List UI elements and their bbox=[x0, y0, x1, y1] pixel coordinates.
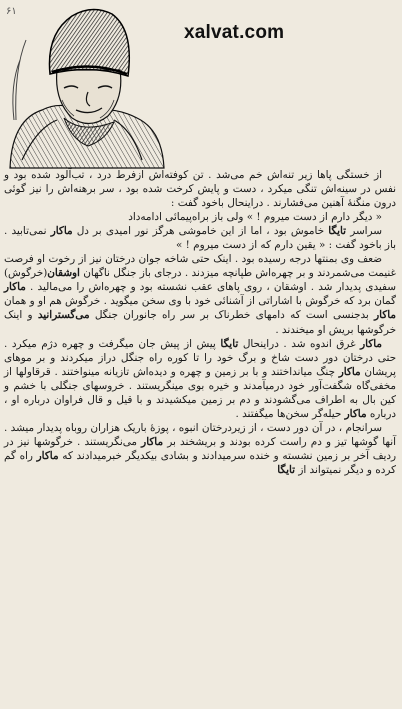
paragraph-4: ضعف وی بمنتها درجه رسیده بود . اینک حتی شاخه جوان درختان نیز از رخوت او فرصت غنیمت می‌شمردند و بر چهره‌اش طپانچه میزدند . درجای باز جنگل ناگهان اوشقان(خرگوش) سفیدی پدیدار شد . اوشقان ، روی پاهای عقب نشسته بود و چهره‌اش را می‌مالید . ماکار گمان برد که خرگوش با اشاراتی از آشنائی خود با وی سخن میگوید . خرگوش هم او و همان ماکار بدجنسی است که دامهای خطرناک بر سر راه جانوران جنگل می‌گسترانید و اینک خرگوشها بریش او میخندند . bbox=[4, 253, 396, 336]
watermark: xalvat.com bbox=[184, 22, 285, 43]
paragraph-6: سرانجام ، در آن دور دست ، از زیردرختان انبوه ، پوزهٔ باریک هزاران روباه پدیدار میشد . آنها گوشها تیز و دم راست کرده بودند و بریشخند بر ماکار می‌نگریستند . خرگوشها نیز در ردیف آخر بر زمین نشسته و خنده سرمیدادند و بشادی بیکدیگر خبرمیدادند که ماکار راه گم کرده و دیگر نمیتواند از تایگا bbox=[4, 421, 396, 476]
page-number: ۶۱ bbox=[6, 6, 17, 17]
portrait-illustration bbox=[2, 0, 167, 170]
paragraph-3: سراسر تایگا خاموش بود ، اما از این خاموشی هرگز نور امیدی بر دل ماکار نمی‌تابید . باز باخود گفت : « یقین دارم که از دست میروم ! » bbox=[4, 225, 396, 252]
paragraph-1: از خستگی پاها زیر تنه‌اش خم می‌شد . تن کوفته‌اش ازفرط درد ، تب‌آلود شده بود و نفس در سینه‌اش تنگی میکرد ، دست و پایش کرخت شده بود ، سر برهنه‌اش را نیز گوئی درون منگنهٔ آهنین می‌فشارند . دراینحال باخود گفت : bbox=[4, 169, 396, 210]
paragraph-5: ماکار غرق اندوه شد . دراینحال تایگا پیش از پیش جان میگرفت و چهره دژم میکرد . حتی درختان دور دست شاخ و برگ خود را تا کوره راه جنگل دراز میکردند و بر موهای پریشان ماکار چنگ میانداختند و با بر زمین و چهره و دیده‌اش تازیانه مینواختند . قرقاولها از مخفی‌گاه شگفت‌آور خود درمیآمدند و خیره بوی مینگریستند . خروسهای جنگلی با خشم و کین بال به اطراف می‌گشودند و دم بر زمین میکشیدند و با قیل و قال فراوان درباره او ، درباره ماکار حیله‌گر سخن‌ها میگفتند . bbox=[4, 337, 396, 420]
paragraph-2: « دیگر دارم از دست میروم ! » ولی باز براه‌پیمائی ادامه‌داد bbox=[128, 211, 382, 224]
article-body bbox=[4, 168, 396, 477]
